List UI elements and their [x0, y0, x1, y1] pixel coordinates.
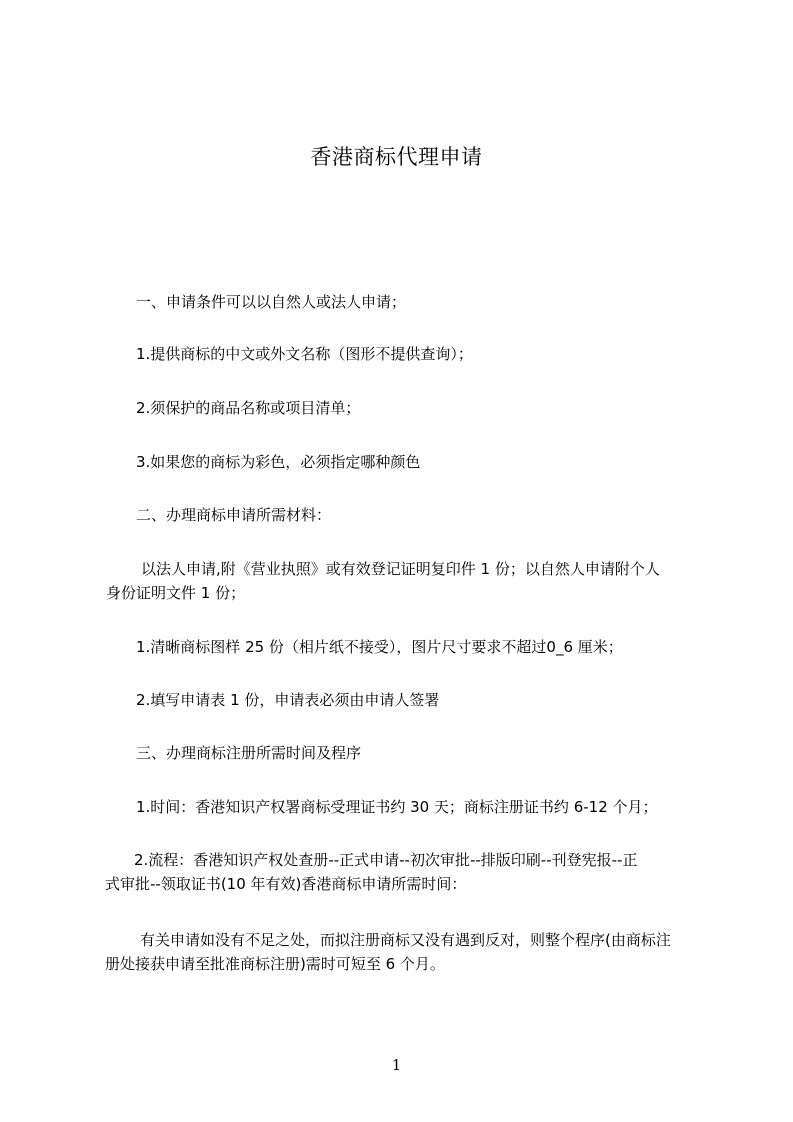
materials-paragraph — [106, 557, 731, 605]
note-line-2: 册处接获申请至批准商标注册)需时可短至 6 个月。 — [105, 955, 445, 973]
paragraph-item: 1.时间：香港知识产权署商标受理证书约 30 天；商标注册证书约 6-12 个月； — [136, 798, 658, 816]
materials-line-2: 身份证明文件 1 份； — [106, 584, 246, 602]
paragraph-item: 1.提供商标的中文或外文名称（图形不提供查询）； — [136, 345, 473, 363]
note-line-1: 有关申请如没有不足之处，而拟注册商标又没有遇到反对，则整个程序(由商标注 — [140, 931, 671, 949]
page-number: 1 — [391, 1056, 402, 1074]
process-line-1: 2.流程：香港知识产权处查册--正式申请--初次审批--排版印刷--刊登宪报--正 — [134, 851, 638, 869]
paragraph-item: 2.填写申请表 1 份，申请表必须由申请人签署 — [136, 691, 440, 709]
paragraph-item: 1.清晰商标图样 25 份（相片纸不接受），图片尺寸要求不超过0_6 厘米； — [136, 638, 623, 656]
section-two-heading: 二、办理商标申请所需材料： — [136, 506, 332, 524]
section-three-heading: 三、办理商标注册所需时间及程序 — [136, 744, 362, 762]
process-line-2: 式审批--领取证书(10 年有效)香港商标申请所需时间： — [105, 875, 467, 893]
paragraph-item: 3.如果您的商标为彩色，必须指定哪种颜色 — [136, 453, 421, 471]
note-paragraph — [105, 928, 730, 976]
section-one-heading: 一、申请条件可以以自然人或法人申请； — [136, 293, 407, 311]
paragraph-item: 2.须保护的商品名称或项目清单； — [136, 399, 361, 417]
document-title: 香港商标代理申请 — [310, 145, 483, 169]
process-paragraph — [105, 848, 724, 896]
materials-line-1: 以法人申请,附《营业执照》或有效登记证明复印件 1 份；以自然人申请附个人 — [141, 560, 660, 578]
